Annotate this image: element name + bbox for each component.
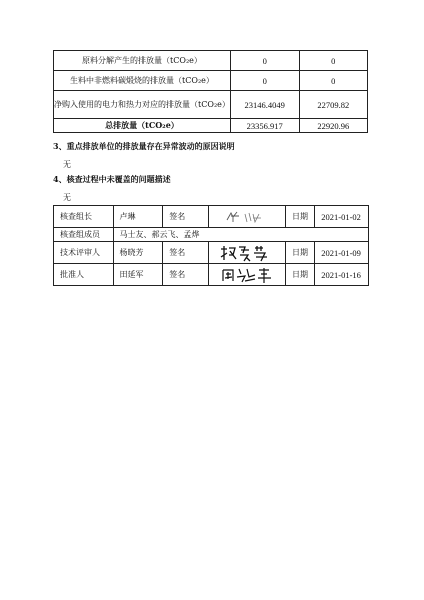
row-value-2: 0 xyxy=(299,51,367,71)
date-label: 日期 xyxy=(286,206,315,228)
role-cell: 核查组长 xyxy=(54,206,114,228)
row-label: 生料中非燃料碳煅烧的排放量（tCO₂e） xyxy=(54,71,231,91)
section-4-text: 无 xyxy=(63,193,71,202)
section-3-text: 无 xyxy=(63,160,71,169)
role-cell: 核查组成员 xyxy=(54,228,114,242)
row-value-2: 22709.82 xyxy=(299,91,367,119)
signature-image xyxy=(209,242,286,264)
sign-label: 签名 xyxy=(163,206,209,228)
row-value-1: 0 xyxy=(230,51,299,71)
row-label: 净购入使用的电力和热力对应的排放量（tCO₂e） xyxy=(54,91,231,119)
section-4-heading: 4、核查过程中未覆盖的问题描述 xyxy=(53,174,171,184)
total-value-1: 23356.917 xyxy=(230,119,299,133)
table-row xyxy=(54,71,368,91)
date-label: 日期 xyxy=(286,242,315,264)
sign-label: 签名 xyxy=(163,264,209,286)
role-cell: 批准人 xyxy=(54,264,114,286)
table-row xyxy=(54,264,369,286)
total-row xyxy=(54,119,368,133)
table-row xyxy=(54,242,369,264)
table-row xyxy=(54,206,369,228)
table-row xyxy=(54,91,368,119)
signature-image xyxy=(209,264,286,286)
row-value-2: 0 xyxy=(299,71,367,91)
name-cell: 田延军 xyxy=(113,264,163,286)
date-cell: 2021-01-02 xyxy=(315,206,369,228)
date-cell: 2021-01-16 xyxy=(315,264,369,286)
table-row xyxy=(54,51,368,71)
name-cell: 卢琳 xyxy=(113,206,163,228)
date-cell: 2021-01-09 xyxy=(315,242,369,264)
name-cell: 杨晓芳 xyxy=(113,242,163,264)
row-value-1: 23146.4049 xyxy=(230,91,299,119)
emissions-table xyxy=(53,50,368,133)
sign-label: 签名 xyxy=(163,242,209,264)
members-cell: 马士友、郝云飞、孟烨 xyxy=(113,228,368,242)
date-label: 日期 xyxy=(286,264,315,286)
row-label: 原料分解产生的排放量（tCO₂e） xyxy=(54,51,231,71)
role-cell: 技术评审人 xyxy=(54,242,114,264)
section-3-heading: 3、重点排放单位的排放量存在异常波动的原因说明 xyxy=(53,141,235,151)
total-value-2: 22920.96 xyxy=(299,119,367,133)
row-value-1: 0 xyxy=(230,71,299,91)
signature-image xyxy=(209,206,286,228)
table-row xyxy=(54,228,369,242)
total-label: 总排放量（tCO₂e） xyxy=(54,119,231,133)
signoff-table xyxy=(53,205,369,286)
